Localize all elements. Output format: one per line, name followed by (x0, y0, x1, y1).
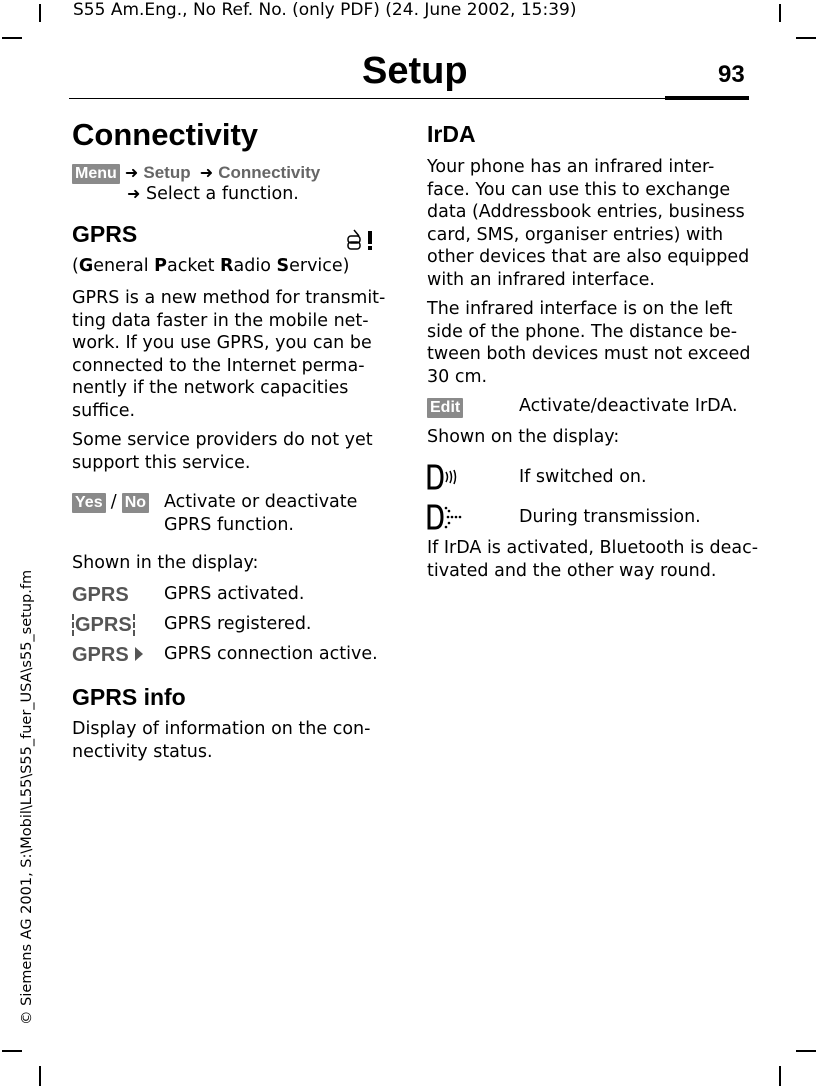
irda-transmission-desc: During transmission. (519, 507, 701, 527)
irda-on-desc: If switched on. (519, 467, 647, 487)
side-copyright: © Siemens AG 2001, S:\Mobil\L55\S55_fuer_USA\s55_setup.fm (19, 569, 35, 1025)
gprs-expansion: (General Packet Radio Service) (72, 256, 350, 276)
arrow-icon: ➜ (124, 163, 139, 182)
crop-mark (796, 1050, 816, 1052)
file-info: S55 Am.Eng., No Ref. No. (only PDF) (24. June 2002, 15:39) (73, 0, 577, 20)
edit-key-desc: Activate/deactivate IrDA. (519, 396, 738, 416)
irda-shown-label: Shown on the display: (427, 427, 620, 447)
no-key: No (122, 493, 149, 513)
section-heading-gprs-info: GPRS info (72, 684, 186, 710)
irda-paragraph-1: Your phone has an infrared inter- face. You can use this to exchange data (Addressbook entries, business card, SMS, organiser entries) with other devices that are also equipped with an infrared interface. (427, 157, 750, 290)
irda-transmission-icon (427, 502, 467, 536)
gprs-activated-icon: GPRS (72, 584, 129, 606)
header-rule (69, 98, 749, 99)
crop-mark (39, 4, 41, 22)
section-heading-gprs: GPRS (72, 221, 138, 247)
path-select (127, 184, 299, 204)
select-function-text: Select a function. (145, 184, 299, 204)
page-number: 93 (718, 61, 745, 88)
gprs-active-icon: GPRS (72, 644, 144, 667)
gprs-paragraph-1: GPRS is a new method for transmit- ting data faster in the mobile net- work. If you use GPRS, you can be connected to the Internet perma- nently if the network capacities suffice. (72, 288, 386, 421)
crop-mark (2, 1050, 22, 1052)
irda-paragraph-2: The infrared interface is on the left side of the phone. The distance be- tween both devices must not exceed 30 cm. (427, 299, 751, 387)
gprs-registered-icon: GPRS (72, 614, 135, 637)
section-heading-connectivity: Connectivity (72, 117, 259, 152)
edit-key: Edit (427, 398, 463, 418)
crop-mark (2, 37, 22, 39)
network-dependent-icon (346, 228, 390, 256)
gprs-activated-desc: GPRS activated. (164, 584, 305, 604)
crop-mark (39, 1066, 41, 1086)
edit-key-row (427, 397, 463, 418)
yes-no-description: Activate or deactivate GPRS function. (164, 492, 358, 535)
yes-no-keys: Yes / No (72, 492, 149, 513)
irda-paragraph-3: If IrDA is activated, Bluetooth is deac- tivated and the other way round. (427, 538, 759, 581)
menu-key: Menu (72, 164, 120, 184)
gprs-paragraph-2: Some service providers do not yet support this service. (72, 430, 373, 473)
menu-path (72, 163, 320, 184)
section-heading-irda: IrDA (427, 121, 476, 147)
gprs-info-paragraph: Display of information on the con- nectivity status. (72, 719, 371, 762)
path-connectivity: Connectivity (218, 163, 321, 182)
arrow-icon: ➜ (127, 184, 141, 203)
gprs-registered-desc: GPRS registered. (164, 614, 312, 634)
path-setup: Setup (143, 163, 191, 182)
page-title: Setup (362, 50, 468, 92)
crop-mark (779, 4, 781, 22)
irda-on-icon (427, 464, 463, 494)
gprs-active-desc: GPRS connection active. (164, 644, 378, 664)
header-rule-thick (665, 96, 749, 100)
yes-key: Yes (72, 493, 106, 513)
arrow-icon: ➜ (199, 163, 214, 182)
crop-mark (779, 1066, 781, 1086)
gprs-shown-label: Shown in the display: (72, 553, 259, 573)
crop-mark (796, 37, 816, 39)
